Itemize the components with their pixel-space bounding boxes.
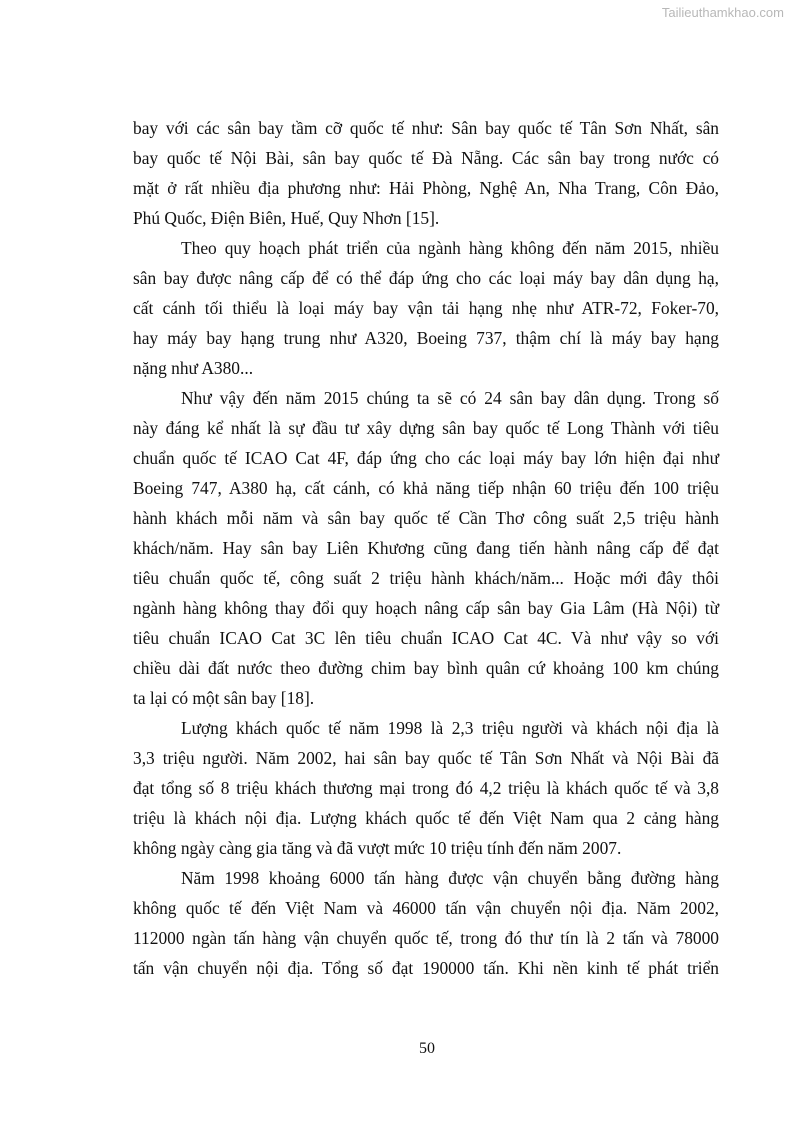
paragraph	[133, 713, 719, 863]
text-line: cất cánh tối thiểu là loại máy bay vận tải hạng nhẹ như ATR-72, Foker-70,	[133, 298, 719, 318]
text-line: Lượng khách quốc tế năm 1998 là 2,3 triệu người và khách nội địa là	[181, 718, 719, 738]
text-line: Như vậy đến năm 2015 chúng ta sẽ có 24 sân bay dân dụng. Trong số	[181, 388, 719, 408]
text-line: Boeing 747, A380 hạ, cất cánh, có khả năng tiếp nhận 60 triệu đến 100 triệu	[133, 478, 719, 498]
text-line: chuẩn quốc tế ICAO Cat 4F, đáp ứng cho các loại máy bay lớn hiện đại như	[133, 448, 719, 468]
text-line: Phú Quốc, Điện Biên, Huế, Quy Nhơn [15].	[133, 208, 440, 228]
paragraph	[133, 863, 719, 983]
text-line: mặt ở rất nhiều địa phương như: Hải Phòng, Nghệ An, Nha Trang, Côn Đảo,	[133, 178, 719, 198]
text-line: Theo quy hoạch phát triển của ngành hàng không đến năm 2015, nhiều	[181, 238, 719, 258]
text-line: bay quốc tế Nội Bài, sân bay quốc tế Đà Nẵng. Các sân bay trong nước có	[133, 148, 719, 168]
text-line: ngành hàng không thay đổi quy hoạch nâng cấp sân bay Gia Lâm (Hà Nội) từ	[133, 598, 719, 618]
text-line: triệu là khách nội địa. Lượng khách quốc tế đến Việt Nam qua 2 cảng hàng	[133, 808, 719, 828]
text-line: hay máy bay hạng trung như A320, Boeing 737, thậm chí là máy bay hạng	[133, 328, 719, 348]
text-line: 112000 ngàn tấn hàng vận chuyển quốc tế, trong đó thư tín là 2 tấn và 78000	[133, 928, 719, 948]
paragraph	[133, 113, 719, 233]
text-line: không ngày càng gia tăng và đã vượt mức 10 triệu tính đến năm 2007.	[133, 838, 622, 858]
page-number: 50	[419, 1040, 435, 1057]
paragraph	[133, 383, 719, 713]
text-line: Năm 1998 khoảng 6000 tấn hàng được vận chuyển bằng đường hàng	[181, 868, 719, 888]
text-line: hành khách mỗi năm và sân bay quốc tế Cần Thơ công suất 2,5 triệu hành	[133, 508, 719, 528]
text-line: 3,3 triệu người. Năm 2002, hai sân bay quốc tế Tân Sơn Nhất và Nội Bài đã	[133, 748, 719, 768]
text-line: tiêu chuẩn ICAO Cat 3C lên tiêu chuẩn ICAO Cat 4C. Và như vậy so với	[133, 628, 719, 648]
text-line: này đáng kể nhất là sự đầu tư xây dựng sân bay quốc tế Long Thành với tiêu	[133, 418, 719, 438]
text-line: tấn vận chuyển nội địa. Tổng số đạt 190000 tấn. Khi nền kinh tế phát triển	[133, 958, 719, 978]
text-line: không quốc tế đến Việt Nam và 46000 tấn vận chuyển nội địa. Năm 2002,	[133, 898, 719, 918]
watermark: Tailieuthamkhao.com	[661, 5, 784, 20]
text-line: chiều dài đất nước theo đường chim bay bình quân cứ khoảng 100 km chúng	[133, 658, 719, 678]
text-line: đạt tổng số 8 triệu khách thương mại trong đó 4,2 triệu là khách quốc tế và 3,8	[133, 778, 719, 798]
document-body	[133, 113, 719, 983]
text-line: khách/năm. Hay sân bay Liên Khương cũng đang tiến hành nâng cấp để đạt	[133, 538, 719, 558]
text-line: ta lại có một sân bay [18].	[133, 688, 315, 708]
text-line: tiêu chuẩn quốc tế, công suất 2 triệu hành khách/năm... Hoặc mới đây thôi	[133, 568, 719, 588]
text-line: bay với các sân bay tầm cỡ quốc tế như: Sân bay quốc tế Tân Sơn Nhất, sân	[133, 118, 719, 138]
paragraph	[133, 233, 719, 383]
text-line: nặng như A380...	[133, 358, 254, 378]
text-line: sân bay được nâng cấp để có thể đáp ứng cho các loại máy bay dân dụng hạ,	[133, 268, 719, 288]
